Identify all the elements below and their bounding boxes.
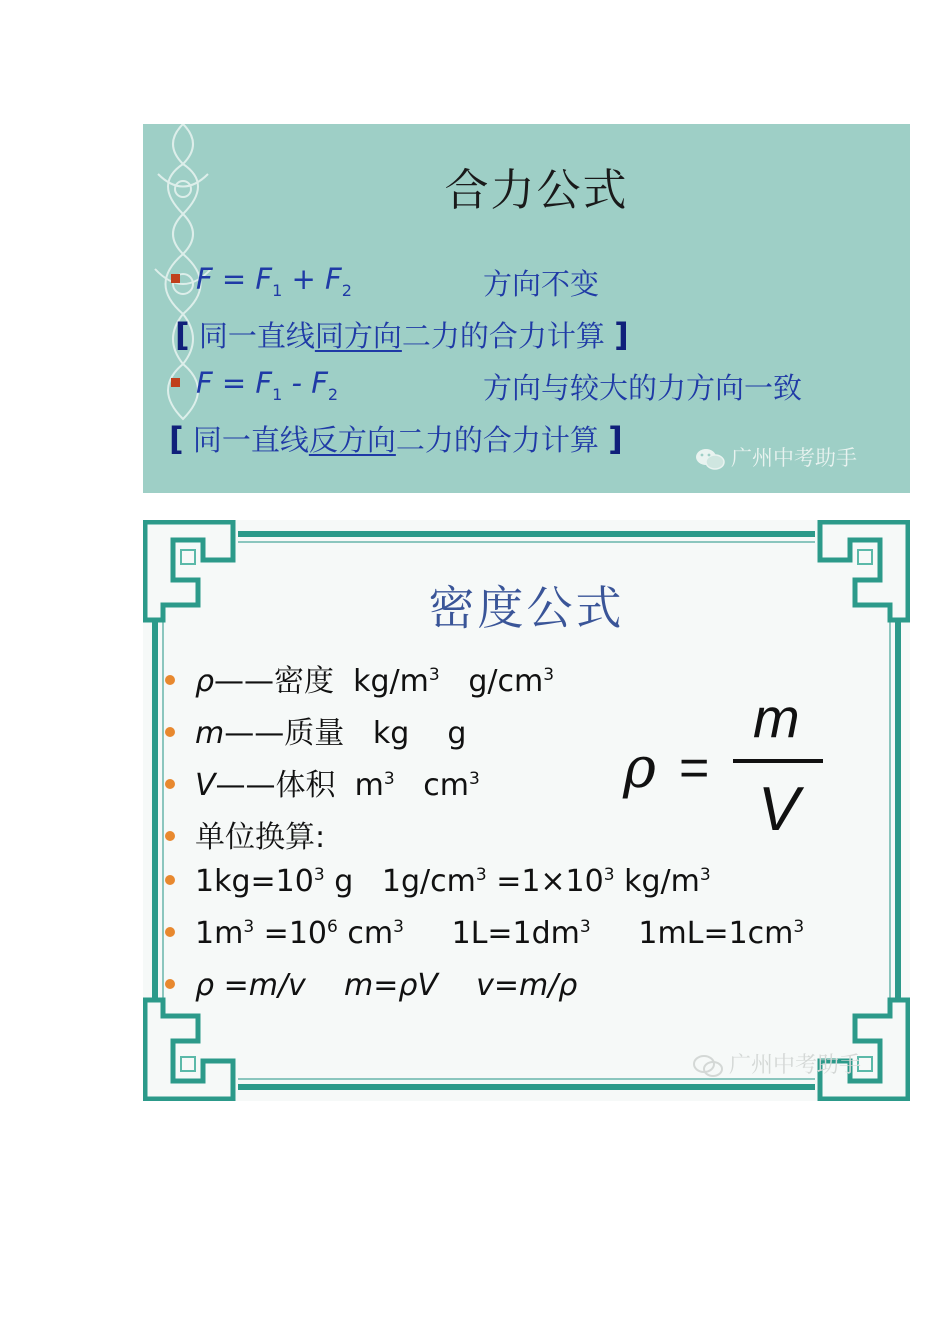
bullet-icon	[165, 875, 175, 885]
bullet-icon	[165, 727, 175, 737]
square-bullet-icon	[171, 378, 180, 387]
density-formula	[621, 685, 831, 845]
bullet-icon	[165, 779, 175, 789]
bullet-icon	[165, 831, 175, 841]
bullet-icon	[165, 675, 175, 685]
watermark: 广州中考助手	[693, 1048, 861, 1079]
equals-sign: =	[679, 739, 710, 797]
watermark: 广州中考助手	[695, 442, 857, 472]
list-item-density: ρ——密度 $kg/m^3$ $g/cm^3$	[165, 656, 554, 700]
wechat-icon	[695, 448, 725, 470]
bullet-icon	[165, 927, 175, 937]
bullet-icon	[165, 979, 175, 989]
list-item-formula-variants: ρ =m/v m=ρV v=m/ρ	[165, 968, 577, 1003]
formula-row-difference	[171, 366, 338, 404]
sum-direction: 方向不变	[483, 267, 600, 301]
denominator: V	[758, 775, 800, 844]
rho-symbol: ρ	[623, 736, 656, 801]
slide1-title: 合力公式	[444, 165, 629, 216]
slide2-title: 密度公式	[428, 581, 625, 635]
list-item-volume: V——体积 $m^3$ $cm^3$	[165, 760, 480, 804]
density-slide	[143, 520, 910, 1101]
difference-direction: 方向与较大的力方向一致	[483, 371, 803, 405]
list-item-mass: m——质量 kg g	[165, 708, 466, 752]
resultant-force-slide	[143, 124, 910, 493]
list-item-unit-conversion: 单位换算:	[165, 812, 325, 856]
square-bullet-icon	[171, 274, 180, 283]
formula-row-sum	[171, 262, 352, 300]
wechat-icon	[693, 1055, 723, 1077]
note-same-direction: [ 同一直线同方向二力的合力计算 ]	[175, 316, 629, 354]
difference-equation: $F = F_1 - F_2$	[196, 366, 339, 404]
list-item-conversion-1: $1kg=10^3$ g $1g/cm^3 =1\times 10^3$ $kg/m^3$	[165, 864, 711, 899]
numerator: m	[753, 686, 800, 749]
list-item-conversion-2: $1m^3 =10^6$ $cm^3$ $1L=1dm^3$ $1mL=1cm^3$	[165, 916, 804, 951]
note-opposite-direction: [ 同一直线反方向二力的合力计算 ]	[169, 420, 623, 458]
sum-equation: $F = F_1 + F_2$	[196, 262, 352, 300]
